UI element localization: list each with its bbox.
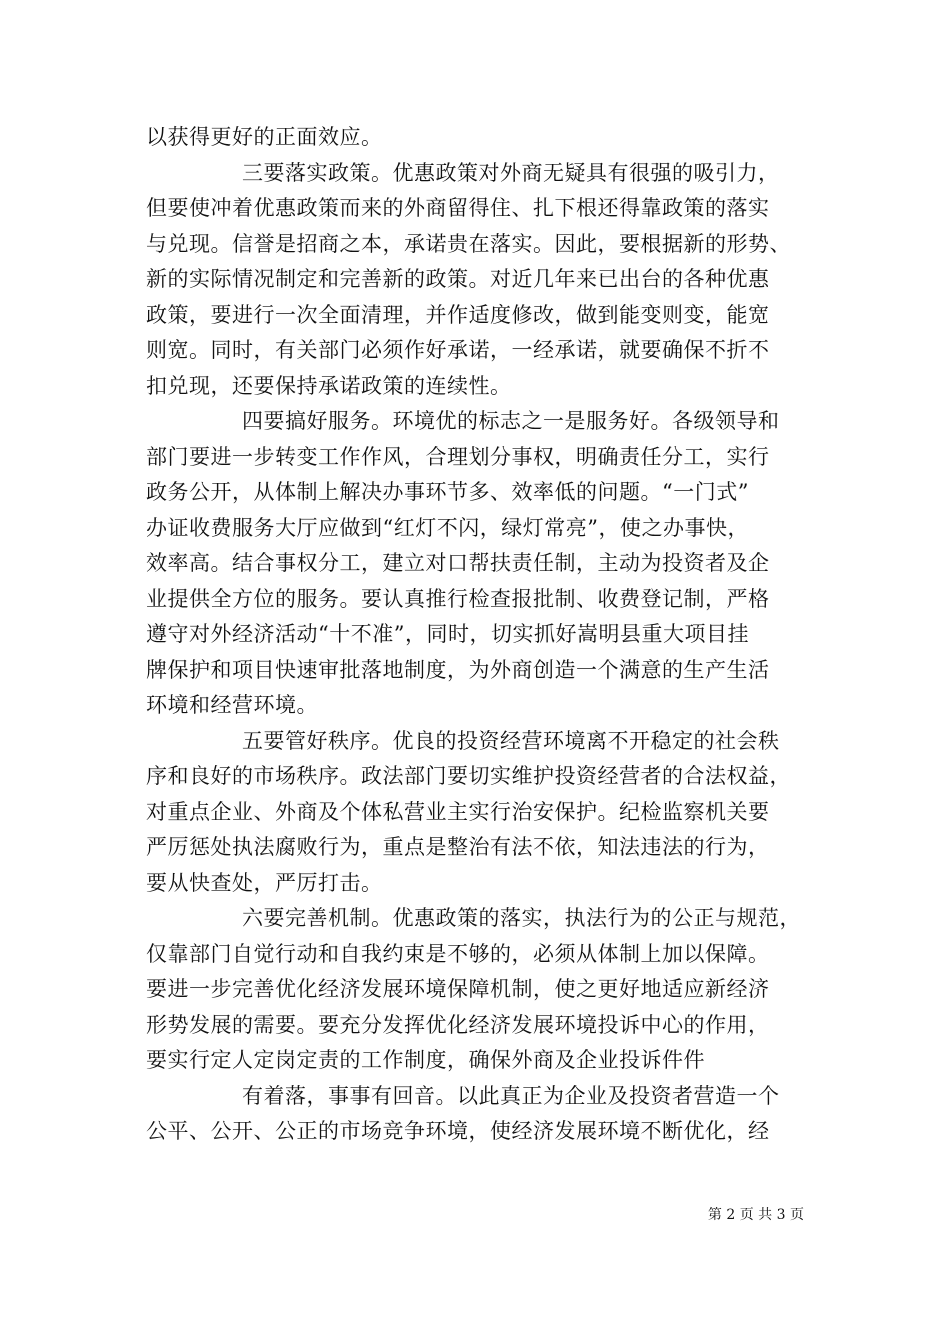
page-footer: 第 2 页 共 3 页	[707, 1207, 804, 1223]
text-line: 则宽。同时，有关部门必须作好承诺，一经承诺，就要确保不折不	[146, 338, 770, 362]
text-line: 环境和经营环境。	[146, 693, 318, 717]
text-line: 与兑现。信誉是招商之本，承诺贵在落实。因此，要根据新的形势、	[146, 231, 791, 256]
text-line: 对重点企业、外商及个体私营业主实行治安保护。纪检监察机关要	[146, 799, 770, 824]
text-line: 六要完善机制。优惠政策的落实，执法行为的公正与规范，	[242, 906, 801, 930]
text-line: 业提供全方位的服务。要认真推行检查报批制、收费登记制，严格	[146, 586, 770, 611]
text-line: 严厉惩处执法腐败行为，重点是整治有法不依，知法违法的行为，	[146, 835, 770, 859]
text-line: 办证收费服务大厅应做到“红灯不闪，绿灯常亮”，使之办事快，	[146, 515, 749, 540]
text-line: 以获得更好的正面效应。	[146, 125, 383, 149]
text-line: 有着落，事事有回音。以此真正为企业及投资者营造一个	[242, 1083, 780, 1108]
text-line: 四要搞好服务。环境优的标志之一是服务好。各级领导和	[242, 409, 780, 433]
text-line: 遵守对外经济活动“十不准”，同时，切实抓好嵩明县重大项目挂	[146, 622, 749, 646]
text-line: 政务公开，从体制上解决办事环节多、效率低的问题。“一门式”	[146, 480, 749, 504]
text-line: 序和良好的市场秩序。政法部门要切实维护投资经营者的合法权益，	[146, 764, 791, 788]
text-line: 要实行定人定岗定责的工作制度，确保外商及企业投诉件件	[146, 1048, 705, 1072]
text-line: 效率高。结合事权分工，建立对口帮扶责任制，主动为投资者及企	[146, 551, 770, 575]
body-text	[146, 120, 816, 1150]
text-line: 要从快查处，严厉打击。	[146, 870, 383, 895]
text-line: 新的实际情况制定和完善新的政策。对近几年来已出台的各种优惠	[146, 267, 770, 291]
text-line: 牌保护和项目快速审批落地制度，为外商创造一个满意的生产生活	[146, 657, 770, 682]
text-line: 形势发展的需要。要充分发挥优化经济发展环境投诉中心的作用，	[146, 1012, 770, 1037]
text-line: 要进一步完善优化经济发展环境保障机制，使之更好地适应新经济	[146, 977, 770, 1001]
text-line: 但要使冲着优惠政策而来的外商留得住、扎下根还得靠政策的落实	[146, 196, 770, 220]
text-line: 扣兑现，还要保持承诺政策的连续性。	[146, 373, 512, 398]
text-line: 公平、公开、公正的市场竞争环境，使经济发展环境不断优化，经	[146, 1119, 770, 1143]
text-line: 政策，要进行一次全面清理，并作适度修改，做到能变则变，能宽	[146, 302, 770, 327]
text-line: 仅靠部门自觉行动和自我约束是不够的，必须从体制上加以保障。	[146, 941, 770, 966]
text-line: 部门要进一步转变工作作风，合理划分事权，明确责任分工，实行	[146, 444, 770, 469]
text-line: 五要管好秩序。优良的投资经营环境离不开稳定的社会秩	[242, 728, 780, 753]
text-line: 三要落实政策。优惠政策对外商无疑具有很强的吸引力，	[242, 160, 780, 185]
